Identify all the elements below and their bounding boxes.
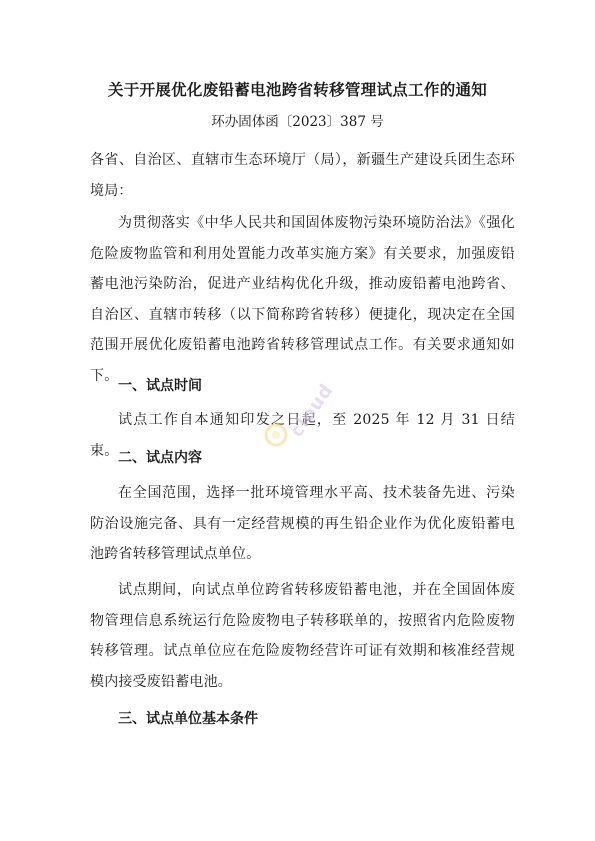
section-heading-3: 三、试点单位基本条件 — [118, 711, 258, 727]
section-2-paragraph-1: 在全国范围，选择一批环境管理水平高、技术装备先进、污染防治设施完备、具有一定经营规模的再生铅企业作为优化废铅蓄电池跨省转移管理试点单位。 — [90, 485, 515, 562]
section-2-paragraph-2: 试点期间，向试点单位跨省转移废铅蓄电池，并在全国固体废物管理信息系统运行危险废物电子转移联单的，按照省内危险废物转移管理。试点单位应在危险废物经营许可证有效期和核准经营规模内接受废铅蓄电池。 — [90, 582, 515, 690]
document-number: 环办固体函〔2023〕387 号 — [211, 114, 384, 130]
section-1-paragraph-1: 试点工作自本通知印发之日起，至 2025 年 12 月 31 日结束。 — [90, 412, 515, 459]
intro-paragraph: 为贯彻落实《中华人民共和国固体废物污染环境防治法》《强化危险废物监管和利用处置能力改革实施方案》有关要求，加强废铅蓄电池污染防治，促进产业结构优化升级，推动废铅蓄电池跨省、自治区、直辖市转移（以下简称跨省转移）便捷化，现决定在全国范围开展优化废铅蓄电池跨省转移管理试点工作。有关要求通知如下。 — [90, 215, 515, 384]
addressee: 各省、自治区、直辖市生态环境厅（局），新疆生产建设兵团生态环境局： — [90, 152, 515, 199]
watermark-text: cloud — [286, 379, 338, 442]
section-heading-2: 二、试点内容 — [118, 450, 202, 466]
document-title: 关于开展优化废铅蓄电池跨省转移管理试点工作的通知 — [107, 81, 488, 99]
section-heading-1: 一、试点时间 — [118, 378, 202, 394]
